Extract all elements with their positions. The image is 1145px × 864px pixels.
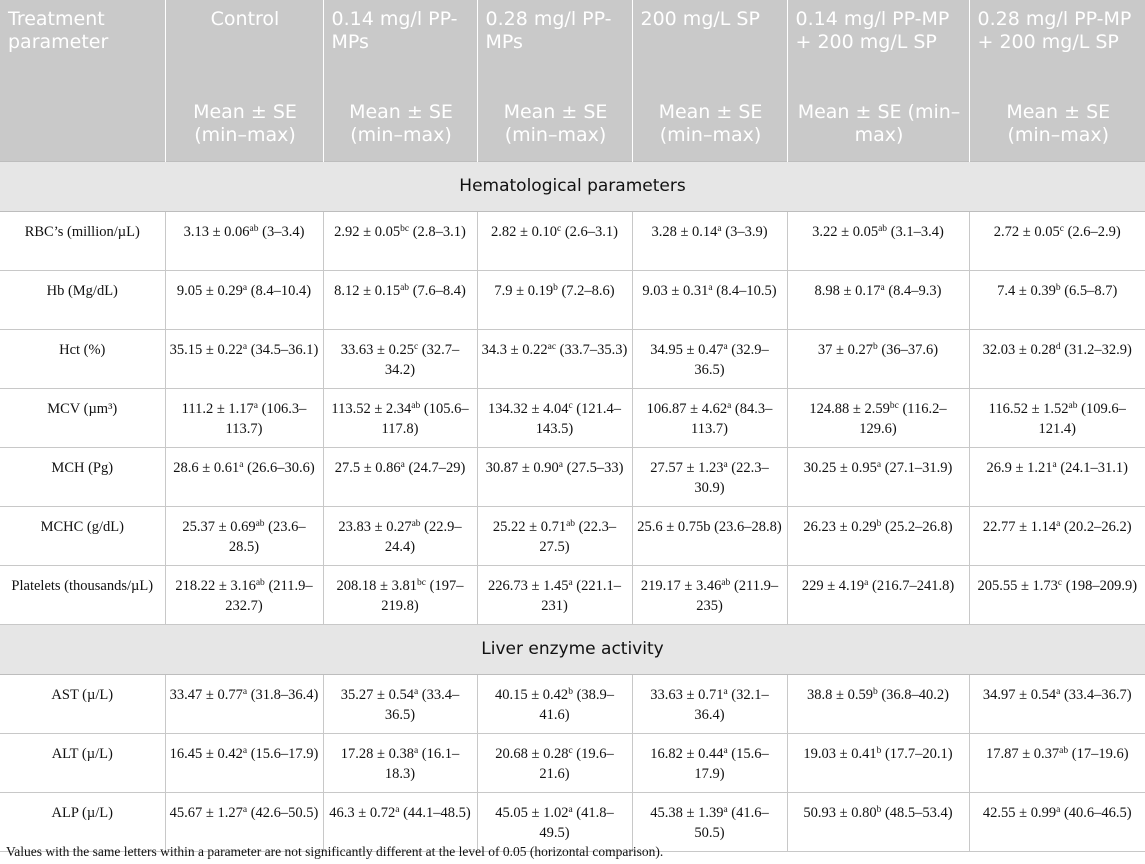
value-cell [787, 506, 969, 565]
significance-letters: a [413, 686, 419, 697]
value-cell [165, 733, 323, 792]
value-cell [632, 565, 787, 624]
min-max-range: (121.4–143.5) [535, 400, 622, 437]
table-row [0, 506, 1145, 565]
value-cell [787, 792, 969, 851]
significance-letters: b [872, 341, 878, 352]
min-max-range: (31.2–32.9) [1060, 341, 1132, 358]
significance-letters: a [242, 686, 248, 697]
significance-letters: a [723, 459, 728, 470]
min-max-range: (2.6–3.1) [561, 223, 618, 240]
min-max-range: (22.3–27.5) [539, 518, 617, 555]
value-cell [969, 329, 1145, 388]
mean-se: 26.9 ± 1.21 [986, 459, 1053, 476]
min-max-range: (41.8–49.5) [539, 804, 614, 841]
value-cell [323, 792, 477, 851]
table-row [0, 329, 1145, 388]
significance-letters: a [1056, 518, 1061, 529]
mean-se: 124.88 ± 2.59 [809, 400, 890, 417]
header-028-ppmp-sp: 0.28 mg/l PP-MP + 200 mg/L SP [969, 0, 1145, 95]
min-max-range: (106.3–113.7) [225, 400, 307, 437]
min-max-range: (44.1–48.5) [399, 804, 471, 821]
mean-se: 3.28 ± 0.14 [651, 223, 718, 240]
min-max-range: (198–209.9) [1062, 577, 1138, 594]
mean-se: 9.05 ± 0.29 [176, 282, 243, 299]
significance-letters: ab [400, 282, 410, 293]
significance-letters: d [1055, 341, 1061, 352]
significance-letters: a [413, 745, 419, 756]
table-row [0, 270, 1145, 329]
significance-letters: c [413, 341, 419, 352]
value-cell [165, 447, 323, 506]
value-cell [632, 388, 787, 447]
value-cell [632, 674, 787, 733]
mean-se: 22.77 ± 1.14 [982, 518, 1057, 535]
min-max-range: (8.4–10.4) [247, 282, 312, 299]
significance-letters: a [876, 459, 882, 470]
significance-letters: c [1059, 223, 1064, 234]
min-max-range: (105.6–117.8) [381, 400, 469, 437]
significance-letters: a [864, 577, 869, 588]
subheader-stat: Mean ± SE (min–max) [323, 95, 477, 161]
min-max-range: (3.1–3.4) [887, 223, 944, 240]
mean-se: 32.03 ± 0.28 [982, 341, 1056, 358]
value-cell [477, 733, 632, 792]
min-max-range: (211.9–232.7) [225, 577, 313, 614]
significance-letters: a [727, 400, 732, 411]
mean-se: 35.27 ± 0.54 [340, 686, 414, 703]
subheader-blank [0, 95, 165, 161]
min-max-range: (33.7–35.3) [556, 341, 628, 358]
value-cell [323, 270, 477, 329]
value-cell [787, 329, 969, 388]
significance-letters: ab [411, 518, 421, 529]
value-cell [477, 211, 632, 270]
significance-letters: a [568, 577, 573, 588]
min-max-range: (27.5–33) [563, 459, 624, 476]
min-max-range: (48.5–53.4) [881, 804, 953, 821]
mean-se: 17.87 ± 0.37 [985, 745, 1060, 762]
value-cell [787, 388, 969, 447]
significance-letters: a [1052, 459, 1057, 470]
min-max-range: (15.6–17.9) [247, 745, 319, 762]
value-cell [477, 674, 632, 733]
mean-se: 38.8 ± 0.59 [806, 686, 873, 703]
value-cell [165, 329, 323, 388]
value-cell [632, 733, 787, 792]
value-cell [477, 792, 632, 851]
min-max-range: (33.4–36.5) [384, 686, 460, 723]
mean-se: 111.2 ± 1.17 [181, 400, 254, 417]
value-cell [323, 565, 477, 624]
significance-letters: b [876, 518, 882, 529]
subheader-row [0, 95, 1145, 161]
mean-se: 134.32 ± 4.04 [487, 400, 569, 417]
mean-se: 34.3 ± 0.22 [481, 341, 548, 358]
mean-se: 9.03 ± 0.31 [642, 282, 709, 299]
mean-se: 28.6 ± 0.61 [173, 459, 240, 476]
significance-letters: ab [566, 518, 576, 529]
min-max-range: (22.3–30.9) [694, 459, 769, 496]
value-cell [165, 388, 323, 447]
mean-se: 25.6 ± 0.75b [637, 518, 711, 535]
value-cell [787, 211, 969, 270]
min-max-range: (23.6–28.5) [228, 518, 306, 555]
parameter-name: AST (µ/L) [0, 674, 165, 733]
significance-letters: ab [411, 400, 421, 411]
value-cell [477, 329, 632, 388]
value-cell [477, 565, 632, 624]
min-max-range: (33.4–36.7) [1060, 686, 1132, 703]
value-cell [787, 565, 969, 624]
significance-letters: a [1056, 686, 1061, 697]
mean-se: 8.12 ± 0.15 [334, 282, 401, 299]
significance-letters: c [556, 223, 562, 234]
value-cell [969, 792, 1145, 851]
min-max-range: (3–3.9) [721, 223, 768, 240]
mean-se: 20.68 ± 0.28 [495, 745, 569, 762]
significance-letters: b [872, 686, 878, 697]
value-cell [969, 270, 1145, 329]
header-treatment-parameter: Treatment parameter [0, 0, 165, 95]
table-row [0, 792, 1145, 851]
significance-letters: b [876, 804, 882, 815]
significance-letters: ab [249, 223, 259, 234]
significance-letters: a [558, 459, 563, 470]
subheader-stat: Mean ± SE (min–max) [477, 95, 632, 161]
parameter-name: Hb (Mg/dL) [0, 270, 165, 329]
header-200-sp: 200 mg/L SP [632, 0, 787, 95]
mean-se: 2.82 ± 0.10 [491, 223, 557, 240]
value-cell [632, 211, 787, 270]
mean-se: 27.5 ± 0.86 [334, 459, 401, 476]
mean-se: 205.55 ± 1.73 [977, 577, 1058, 594]
min-max-range: (16.1–18.3) [384, 745, 460, 782]
min-max-range: (42.6–50.5) [247, 804, 319, 821]
mean-se: 33.63 ± 0.25 [340, 341, 414, 358]
significance-letters: a [242, 745, 248, 756]
header-028-ppmps: 0.28 mg/l PP-MPs [477, 0, 632, 95]
significance-letters: a [708, 282, 713, 293]
min-max-range: (36.8–40.2) [877, 686, 949, 703]
significance-letters: ab [1059, 745, 1069, 756]
mean-se: 3.13 ± 0.06 [183, 223, 250, 240]
min-max-range: (20.2–26.2) [1060, 518, 1132, 535]
mean-se: 218.22 ± 3.16 [175, 577, 256, 594]
significance-letters: b [876, 745, 882, 756]
value-cell [477, 270, 632, 329]
header-control: Control [165, 0, 323, 95]
table-row [0, 211, 1145, 270]
value-cell [323, 211, 477, 270]
value-cell [969, 565, 1145, 624]
min-max-range: (31.8–36.4) [247, 686, 319, 703]
significance-letters: a [723, 745, 728, 756]
min-max-range: (197–219.8) [381, 577, 464, 614]
min-max-range: (109.6–121.4) [1038, 400, 1126, 437]
mean-se: 27.57 ± 1.23 [650, 459, 724, 476]
min-max-range: (32.1–36.4) [694, 686, 769, 723]
value-cell [632, 329, 787, 388]
significance-letters: ab [1068, 400, 1078, 411]
significance-letters: a [568, 804, 573, 815]
value-cell [165, 792, 323, 851]
mean-se: 23.83 ± 0.27 [338, 518, 412, 535]
min-max-range: (27.1–31.9) [881, 459, 953, 476]
mean-se: 45.38 ± 1.39 [650, 804, 724, 821]
value-cell [477, 388, 632, 447]
significance-letters: a [242, 341, 248, 352]
value-cell [165, 565, 323, 624]
section-title: Hematological parameters [0, 161, 1145, 211]
min-max-range: (8.4–10.5) [712, 282, 777, 299]
value-cell [323, 447, 477, 506]
mean-se: 26.23 ± 0.29 [803, 518, 877, 535]
min-max-range: (22.9–24.4) [384, 518, 462, 555]
significance-letters: ab [255, 518, 265, 529]
value-cell [323, 329, 477, 388]
value-cell [969, 506, 1145, 565]
value-cell [477, 447, 632, 506]
significance-letters: c [568, 400, 573, 411]
min-max-range: (6.5–8.7) [1060, 282, 1118, 299]
min-max-range: (116.2–129.6) [859, 400, 947, 437]
mean-se: 42.55 ± 0.99 [982, 804, 1057, 821]
significance-letters: ab [721, 577, 731, 588]
significance-letters: ab [878, 223, 888, 234]
mean-se: 33.63 ± 0.71 [650, 686, 724, 703]
significance-letters: a [242, 804, 248, 815]
min-max-range: (32.9–36.5) [694, 341, 769, 378]
header-014-ppmp-sp: 0.14 mg/l PP-MP + 200 mg/L SP [787, 0, 969, 95]
value-cell [787, 447, 969, 506]
min-max-range: (24.7–29) [404, 459, 466, 476]
significance-letters: ac [547, 341, 557, 352]
min-max-range: (25.2–26.8) [881, 518, 953, 535]
mean-se: 7.9 ± 0.19 [494, 282, 554, 299]
mean-se: 7.4 ± 0.39 [997, 282, 1056, 299]
mean-se: 45.67 ± 1.27 [169, 804, 243, 821]
table-row [0, 447, 1145, 506]
section-row [0, 624, 1145, 674]
value-cell [787, 733, 969, 792]
min-max-range: (15.6–17.9) [694, 745, 769, 782]
value-cell [165, 211, 323, 270]
min-max-range: (211.9–235) [696, 577, 779, 614]
parameter-name: ALT (µ/L) [0, 733, 165, 792]
mean-se: 113.52 ± 2.34 [331, 400, 412, 417]
value-cell [165, 674, 323, 733]
significance-letters: c [568, 745, 573, 756]
significance-letters: b [553, 282, 558, 293]
significance-letters: b [568, 686, 573, 697]
value-cell [477, 506, 632, 565]
table-body [0, 161, 1145, 851]
significance-letters: a [400, 459, 405, 470]
min-max-range: (3–3.4) [258, 223, 305, 240]
parameter-name: Hct (%) [0, 329, 165, 388]
value-cell [323, 733, 477, 792]
mean-se: 46.3 ± 0.72 [329, 804, 396, 821]
value-cell [969, 733, 1145, 792]
mean-se: 229 ± 4.19 [801, 577, 865, 594]
value-cell [323, 674, 477, 733]
min-max-range: (84.3–113.7) [691, 400, 773, 437]
parameter-name: ALP (µ/L) [0, 792, 165, 851]
table-row [0, 733, 1145, 792]
min-max-range: (34.5–36.1) [247, 341, 319, 358]
min-max-range: (216.7–241.8) [868, 577, 955, 594]
parameter-name: Platelets (thousands/µL) [0, 565, 165, 624]
value-cell [165, 506, 323, 565]
significance-letters: bc [400, 223, 410, 234]
significance-letters: a [880, 282, 885, 293]
significance-letters: a [723, 341, 728, 352]
min-max-range: (38.9–41.6) [539, 686, 615, 723]
mean-se: 3.22 ± 0.05 [812, 223, 879, 240]
significance-letters: a [239, 459, 244, 470]
value-cell [165, 270, 323, 329]
mean-se: 2.92 ± 0.05 [334, 223, 401, 240]
min-max-range: (17.7–20.1) [881, 745, 953, 762]
table-row [0, 674, 1145, 733]
mean-se: 34.95 ± 0.47 [650, 341, 724, 358]
significance-letters: a [717, 223, 722, 234]
significance-letters: bc [889, 400, 899, 411]
table-row [0, 565, 1145, 624]
section-title: Liver enzyme activity [0, 624, 1145, 674]
value-cell [969, 388, 1145, 447]
significance-letters: ab [255, 577, 265, 588]
mean-se: 219.17 ± 3.46 [640, 577, 722, 594]
parameter-name: RBC’s (million/µL) [0, 211, 165, 270]
mean-se: 33.47 ± 0.77 [169, 686, 243, 703]
min-max-range: (36–37.6) [877, 341, 939, 358]
mean-se: 50.93 ± 0.80 [803, 804, 877, 821]
table-row [0, 388, 1145, 447]
subheader-stat: Mean ± SE (min–max) [787, 95, 969, 161]
min-max-range: (32.7–34.2) [384, 341, 460, 378]
subheader-stat: Mean ± SE (min–max) [969, 95, 1145, 161]
significance-letters: a [253, 400, 258, 411]
mean-se: 16.45 ± 0.42 [169, 745, 243, 762]
mean-se: 40.15 ± 0.42 [494, 686, 569, 703]
significance-letters: a [242, 282, 248, 293]
min-max-range: (2.8–3.1) [409, 223, 466, 240]
mean-se: 2.72 ± 0.05 [993, 223, 1060, 240]
value-cell [632, 447, 787, 506]
mean-se: 116.52 ± 1.52 [988, 400, 1069, 417]
parameter-name: MCV (µm³) [0, 388, 165, 447]
parameter-name: MCHC (g/dL) [0, 506, 165, 565]
section-row [0, 161, 1145, 211]
min-max-range: (221.1–231) [541, 577, 622, 614]
mean-se: 8.98 ± 0.17 [814, 282, 881, 299]
subheader-stat: Mean ± SE (min–max) [165, 95, 323, 161]
table-footnote: Values with the same letters within a parameter are not significantly different at the level of 0.05 (horizontal comparison). [6, 844, 664, 859]
header-014-ppmps: 0.14 mg/l PP-MPs [323, 0, 477, 95]
parameter-name: MCH (Pg) [0, 447, 165, 506]
mean-se: 35.15 ± 0.22 [169, 341, 243, 358]
header-row [0, 0, 1145, 95]
value-cell [969, 447, 1145, 506]
mean-se: 19.03 ± 0.41 [803, 745, 877, 762]
subheader-stat: Mean ± SE (min–max) [632, 95, 787, 161]
mean-se: 16.82 ± 0.44 [650, 745, 724, 762]
significance-letters: a [1056, 804, 1061, 815]
significance-letters: c [1057, 577, 1063, 588]
mean-se: 45.05 ± 1.02 [495, 804, 569, 821]
mean-se: 17.28 ± 0.38 [340, 745, 414, 762]
mean-se: 106.87 ± 4.62 [646, 400, 728, 417]
value-cell [323, 506, 477, 565]
min-max-range: (26.6–30.6) [243, 459, 315, 476]
min-max-range: (8.4–9.3) [884, 282, 942, 299]
min-max-range: (40.6–46.5) [1060, 804, 1132, 821]
min-max-range: (17–19.6) [1068, 745, 1129, 762]
mean-se: 30.25 ± 0.95 [803, 459, 877, 476]
significance-letters: b [1055, 282, 1061, 293]
value-cell [323, 388, 477, 447]
min-max-range: (24.1–31.1) [1056, 459, 1128, 476]
min-max-range: (2.6–2.9) [1063, 223, 1121, 240]
value-cell [969, 674, 1145, 733]
mean-se: 226.73 ± 1.45 [487, 577, 569, 594]
mean-se: 37 ± 0.27 [817, 341, 873, 358]
value-cell [787, 674, 969, 733]
mean-se: 34.97 ± 0.54 [982, 686, 1057, 703]
value-cell [632, 270, 787, 329]
significance-letters: a [395, 804, 400, 815]
value-cell [969, 211, 1145, 270]
min-max-range: (23.6–28.8) [710, 518, 782, 535]
min-max-range: (41.6–50.5) [694, 804, 769, 841]
significance-letters: a [723, 804, 728, 815]
significance-letters: bc [417, 577, 426, 588]
value-cell [632, 792, 787, 851]
value-cell [787, 270, 969, 329]
value-cell [632, 506, 787, 565]
mean-se: 208.18 ± 3.81 [336, 577, 418, 594]
mean-se: 25.22 ± 0.71 [492, 518, 567, 535]
min-max-range: (7.2–8.6) [557, 282, 615, 299]
min-max-range: (19.6–21.6) [539, 745, 614, 782]
significance-letters: a [723, 686, 728, 697]
mean-se: 25.37 ± 0.69 [182, 518, 256, 535]
min-max-range: (7.6–8.4) [409, 282, 466, 299]
mean-se: 30.87 ± 0.90 [485, 459, 559, 476]
